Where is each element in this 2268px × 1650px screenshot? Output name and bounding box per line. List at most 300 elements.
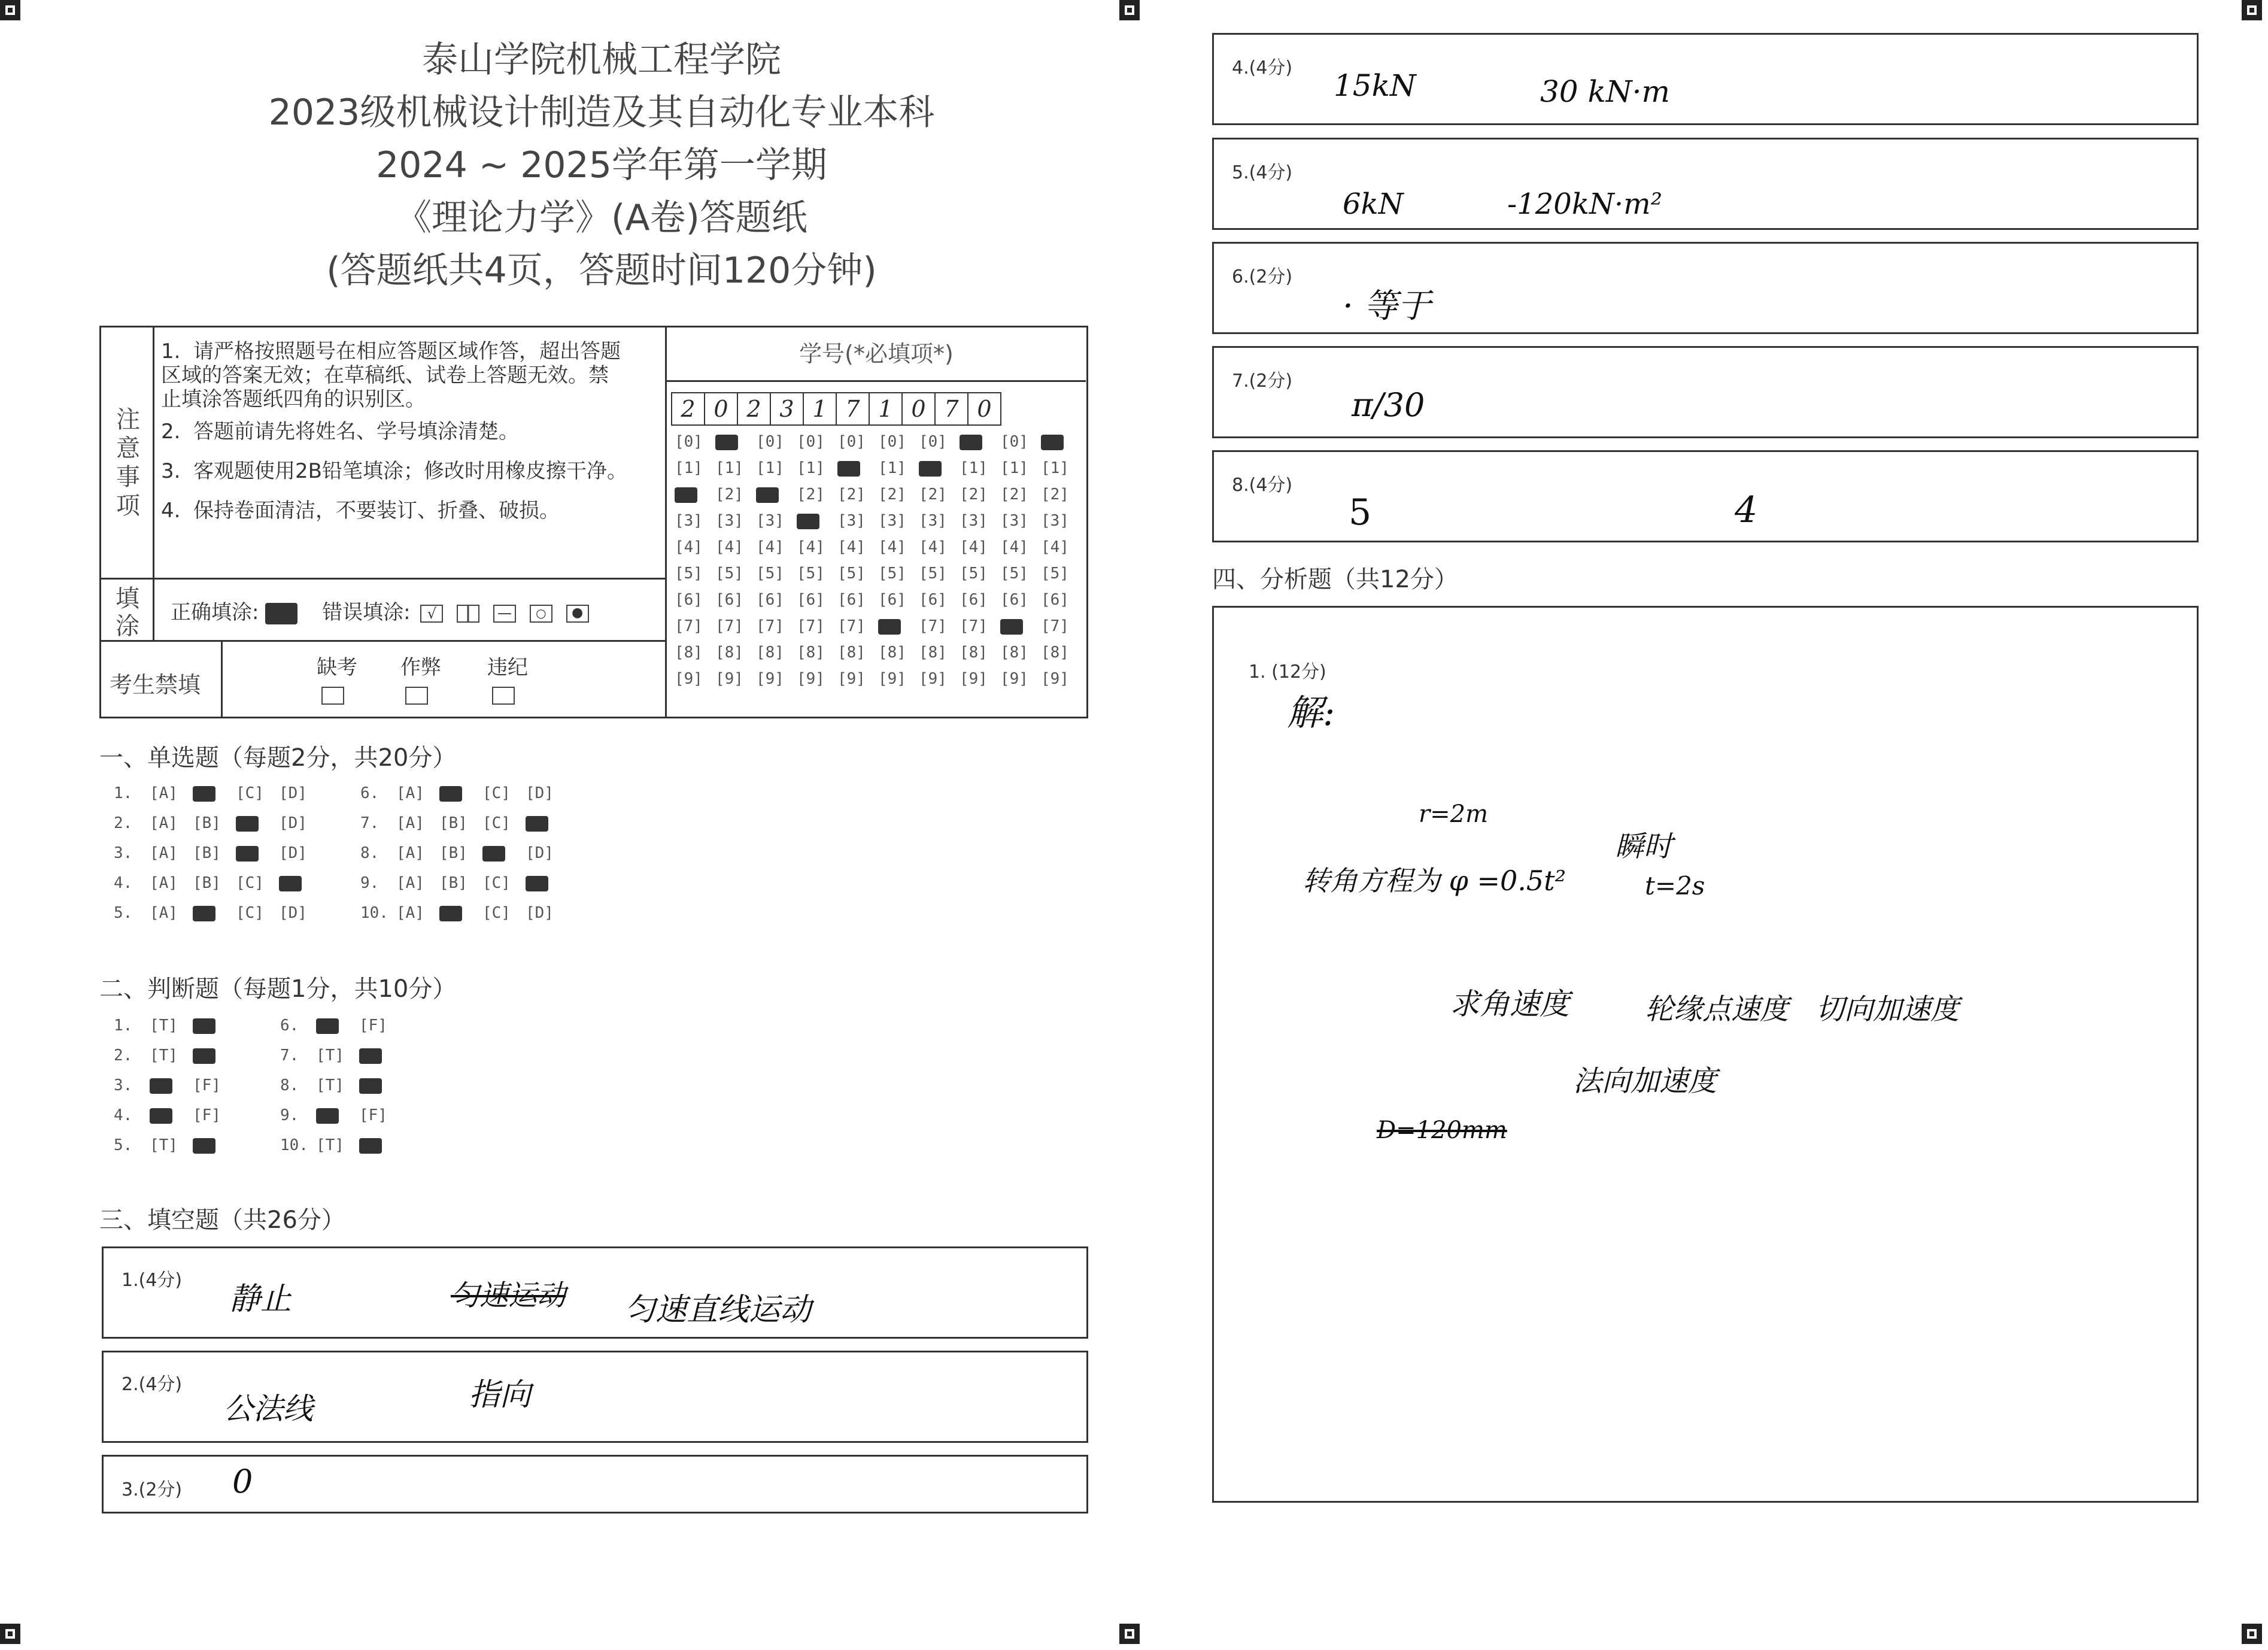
single-choice-option[interactable]: [A]: [396, 784, 424, 802]
single-choice-option[interactable]: [C]: [482, 874, 511, 892]
single-choice-option[interactable]: [C]: [482, 784, 511, 802]
single-choice-item: [360, 874, 569, 892]
true-false-item: [114, 1076, 236, 1094]
student-id-bubble[interactable]: [0]: [797, 433, 825, 451]
true-false-option[interactable]: [T]: [150, 1136, 178, 1154]
single-choice-item: [114, 844, 322, 862]
student-id-bubble[interactable]: [6]: [797, 591, 825, 609]
student-id-bubble-row: [675, 459, 1082, 486]
single-choice-option[interactable]: [C]: [236, 784, 264, 802]
true-false-option[interactable]: [T]: [316, 1047, 344, 1064]
single-choice-option[interactable]: [D]: [526, 784, 554, 802]
student-id-bubble[interactable]: [8]: [837, 644, 866, 662]
student-id-bubble[interactable]: [2]: [837, 486, 866, 504]
true-false-option-filled[interactable]: [316, 1017, 359, 1035]
student-id-bubble[interactable]: [8]: [878, 644, 906, 662]
student-id-digit: 3: [771, 393, 804, 424]
student-id-bubble-row: [675, 617, 1082, 644]
single-choice-option[interactable]: [B]: [439, 874, 467, 892]
true-false-option[interactable]: [F]: [193, 1076, 221, 1094]
corner-marker-top-right: [2242, 0, 2262, 20]
student-id-bubble[interactable]: [6]: [1000, 591, 1028, 609]
q8-answer-1: 5: [1349, 492, 1372, 533]
student-id-bubble[interactable]: [5]: [837, 565, 866, 583]
student-id-bubble[interactable]: [7]: [1041, 617, 1069, 635]
student-id-bubble[interactable]: [9]: [1000, 670, 1028, 688]
student-id-bubble[interactable]: [0]: [837, 433, 866, 451]
student-id-bubble[interactable]: [1]: [1000, 459, 1028, 477]
fill-blank-q2-box[interactable]: [102, 1351, 1088, 1443]
q2-answer-1: 公法线: [223, 1391, 313, 1426]
sheet-header: [102, 34, 1101, 297]
student-id-bubble[interactable]: [5]: [675, 565, 703, 583]
true-false-number: 4.: [114, 1106, 133, 1124]
student-id-bubble[interactable]: [0]: [1000, 433, 1028, 451]
student-id-bubble[interactable]: [6]: [960, 591, 988, 609]
student-id-bubble-row: [675, 486, 1082, 512]
true-false-option[interactable]: [T]: [316, 1136, 344, 1154]
student-id-bubble-filled[interactable]: [919, 459, 960, 477]
analysis-solve: 解:: [1287, 692, 1335, 734]
single-choice-option[interactable]: [C]: [236, 904, 264, 922]
student-id-bubble[interactable]: [6]: [756, 591, 784, 609]
single-choice-option-filled[interactable]: [193, 904, 236, 922]
single-choice-option-filled[interactable]: [526, 874, 569, 892]
examinee-label: 考生禁填: [110, 672, 201, 698]
student-id-bubble[interactable]: [6]: [878, 591, 906, 609]
single-choice-item: [114, 904, 322, 922]
student-id-bubble[interactable]: [6]: [919, 591, 947, 609]
section-1-title: 一、单选题（每题2分，共20分）: [99, 744, 457, 772]
student-id-bubble[interactable]: [0]: [878, 433, 906, 451]
fill-blank-q5-box[interactable]: [1212, 138, 2199, 230]
student-id-bubble[interactable]: [8]: [960, 644, 988, 662]
single-choice-option[interactable]: [B]: [439, 814, 467, 832]
corner-marker-bottom-right: [2242, 1624, 2262, 1644]
wrong-fill-check-icon: √: [420, 605, 443, 623]
student-id-bubble[interactable]: [7]: [919, 617, 947, 635]
student-id-bubble[interactable]: [4]: [1041, 538, 1069, 556]
analysis-radius: r=2m: [1419, 800, 1489, 828]
student-id-bubble-filled[interactable]: [837, 459, 878, 477]
true-false-number: 7.: [280, 1047, 299, 1064]
q2-answer-2: 指向: [469, 1377, 532, 1413]
header-line-school: 泰山学院机械工程学院: [422, 39, 781, 81]
true-false-option-filled[interactable]: [316, 1106, 359, 1124]
student-id-bubble[interactable]: [4]: [1000, 538, 1028, 556]
single-choice-option-filled[interactable]: [439, 904, 482, 922]
true-false-grid: [114, 1017, 533, 1166]
student-id-bubble-filled[interactable]: [1000, 617, 1041, 635]
student-id-bubble[interactable]: [3]: [960, 512, 988, 530]
student-id-bubble[interactable]: [0]: [919, 433, 947, 451]
student-id-bubble[interactable]: [4]: [797, 538, 825, 556]
wrong-fill-dash-icon: —: [493, 605, 516, 623]
single-choice-number: 1.: [114, 784, 133, 802]
student-id-bubble[interactable]: [9]: [1041, 670, 1069, 688]
single-choice-option-filled[interactable]: [236, 814, 279, 832]
absent-checkbox[interactable]: [321, 687, 344, 705]
student-id-bubble[interactable]: [2]: [878, 486, 906, 504]
student-id-bubble[interactable]: [5]: [919, 565, 947, 583]
true-false-option-filled[interactable]: [359, 1136, 402, 1154]
student-id-bubble-filled[interactable]: [797, 512, 837, 530]
student-id-bubble[interactable]: [5]: [1041, 565, 1069, 583]
student-id-bubble[interactable]: [9]: [960, 670, 988, 688]
true-false-number: 1.: [114, 1017, 133, 1035]
true-false-option-filled[interactable]: [150, 1106, 193, 1124]
notice-item-2: 2. 答题前请先将姓名、学号填涂清楚。: [161, 420, 520, 444]
student-id-bubble-row: [675, 433, 1082, 459]
student-id-bubble[interactable]: [0]: [756, 433, 784, 451]
student-id-bubble[interactable]: [9]: [756, 670, 784, 688]
student-id-bubble-filled[interactable]: [1041, 433, 1082, 451]
single-choice-option[interactable]: [A]: [396, 874, 424, 892]
student-id-bubble[interactable]: [5]: [960, 565, 988, 583]
single-choice-option[interactable]: [B]: [193, 814, 221, 832]
fill-blank-q1-box[interactable]: [102, 1246, 1088, 1339]
student-id-bubble[interactable]: [1]: [1041, 459, 1069, 477]
student-id-bubble[interactable]: [8]: [756, 644, 784, 662]
info-panel: [99, 326, 1088, 718]
q5-answer-1: 6kN: [1343, 187, 1404, 221]
q5-label: 5.(4分): [1232, 162, 1293, 183]
single-choice-option[interactable]: [A]: [396, 814, 424, 832]
single-choice-option-filled[interactable]: [439, 784, 482, 802]
student-id-bubble[interactable]: [7]: [797, 617, 825, 635]
fill-blank-q3-box[interactable]: [102, 1455, 1088, 1513]
fill-blank-q7-box[interactable]: [1212, 346, 2199, 438]
notice-item-3: 3. 客观题使用2B铅笔填涂；修改时用橡皮擦干净。: [161, 459, 628, 483]
student-id-bubble[interactable]: [4]: [919, 538, 947, 556]
student-id-bubble-row: [675, 670, 1082, 696]
true-false-option[interactable]: [T]: [150, 1017, 178, 1035]
student-id-bubble[interactable]: [9]: [675, 670, 703, 688]
true-false-item: [280, 1017, 402, 1035]
true-false-option[interactable]: [T]: [150, 1047, 178, 1064]
student-id-bubble[interactable]: [0]: [675, 433, 703, 451]
cheat-checkbox[interactable]: [405, 687, 428, 705]
student-id-label: 学号(*必填项*): [667, 327, 1086, 382]
true-false-item: [114, 1047, 236, 1064]
student-id-bubble[interactable]: [5]: [878, 565, 906, 583]
student-id-digit: 1: [804, 393, 837, 424]
student-id-bubble[interactable]: [3]: [756, 512, 784, 530]
student-id-bubble[interactable]: [4]: [675, 538, 703, 556]
single-choice-grid: [114, 784, 593, 934]
student-id-bubble[interactable]: [2]: [797, 486, 825, 504]
single-choice-number: 4.: [114, 874, 133, 892]
student-id-bubble-filled[interactable]: [715, 433, 756, 451]
true-false-option[interactable]: [T]: [316, 1076, 344, 1094]
student-id-bubble-row: [675, 512, 1082, 538]
q2-label: 2.(4分): [122, 1374, 183, 1395]
q4-answer-2: 30 kN·m: [1540, 74, 1670, 109]
q4-answer-1: 15kN: [1334, 68, 1416, 103]
true-false-option[interactable]: [F]: [193, 1106, 221, 1124]
student-id-bubble-filled[interactable]: [756, 486, 797, 504]
student-id-bubble-filled[interactable]: [878, 617, 919, 635]
cheat-label: 作弊: [400, 656, 441, 680]
single-choice-option[interactable]: [A]: [150, 874, 178, 892]
single-choice-option-filled[interactable]: [279, 874, 322, 892]
single-choice-item: [114, 814, 322, 832]
corner-marker-bottom-left: [0, 1624, 20, 1644]
single-choice-option[interactable]: [C]: [236, 874, 264, 892]
single-choice-option[interactable]: [A]: [150, 814, 178, 832]
header-line-major: 2023级机械设计制造及其自动化专业本科: [268, 92, 935, 134]
true-false-option-filled[interactable]: [193, 1017, 236, 1035]
violation-checkbox[interactable]: [492, 687, 515, 705]
single-choice-option[interactable]: [D]: [279, 814, 307, 832]
notice-item-1: 1. 请严格按照题号在相应答题区域作答，超出答题区域的答案无效；在草稿纸、试卷上答题无效。禁止填涂答题纸四角的识别区。: [161, 339, 621, 411]
correct-fill-label: 正确填涂:: [171, 600, 259, 624]
q7-label: 7.(2分): [1232, 371, 1293, 392]
notice-label: 注意事项: [116, 406, 140, 520]
student-id-digit: 7: [837, 393, 870, 424]
single-choice-item: [360, 814, 569, 832]
correct-fill-example: [265, 603, 297, 624]
true-false-number: 8.: [280, 1076, 299, 1094]
q1-answer-2-crossed: 匀速运动: [451, 1279, 566, 1312]
single-choice-option-filled[interactable]: [526, 814, 569, 832]
corner-marker-bottom-middle: [1119, 1624, 1140, 1644]
student-id-bubble-row: [675, 538, 1082, 565]
true-false-number: 9.: [280, 1106, 299, 1124]
single-choice-item: [114, 874, 322, 892]
absent-label: 缺考: [317, 656, 357, 680]
single-choice-option[interactable]: [A]: [150, 784, 178, 802]
single-choice-option[interactable]: [B]: [193, 844, 221, 862]
q1-answer-1: 静止: [229, 1281, 292, 1317]
single-choice-option[interactable]: [D]: [526, 844, 554, 862]
header-line-course: 《理论力学》(A卷)答题纸: [396, 197, 807, 239]
student-id-bubble[interactable]: [1]: [797, 459, 825, 477]
student-id-bubble[interactable]: [1]: [756, 459, 784, 477]
student-id-bubble[interactable]: [3]: [878, 512, 906, 530]
analysis-q1-label: 1. (12分): [1249, 662, 1326, 683]
single-choice-item: [114, 784, 322, 802]
student-id-bubble[interactable]: [3]: [919, 512, 947, 530]
student-id-bubble[interactable]: [7]: [960, 617, 988, 635]
student-id-digits: [671, 392, 1001, 426]
single-choice-number: 7.: [360, 814, 379, 832]
student-id-bubble[interactable]: [7]: [715, 617, 743, 635]
student-id-bubble[interactable]: [9]: [797, 670, 825, 688]
fill-blank-q6-box[interactable]: [1212, 242, 2199, 334]
single-choice-option-filled[interactable]: [482, 844, 526, 862]
section-4-title: 四、分析题（共12分）: [1212, 566, 1458, 593]
q6-answer-1: · 等于: [1343, 287, 1431, 326]
true-false-item: [280, 1106, 402, 1124]
analysis-time: t=2s: [1645, 871, 1705, 900]
single-choice-option[interactable]: [D]: [279, 904, 307, 922]
single-choice-option[interactable]: [A]: [150, 904, 178, 922]
section-3-title: 三、填空题（共26分）: [99, 1206, 345, 1234]
student-id-bubble[interactable]: [4]: [715, 538, 743, 556]
student-id-bubble-filled[interactable]: [960, 433, 1000, 451]
corner-marker-top-left: [0, 0, 20, 20]
single-choice-item: [360, 844, 569, 862]
student-id-bubble[interactable]: [1]: [960, 459, 988, 477]
fill-blank-q8-box[interactable]: [1212, 450, 2199, 542]
single-choice-option[interactable]: [A]: [396, 904, 424, 922]
student-id-bubble[interactable]: [9]: [878, 670, 906, 688]
student-id-bubble-row: [675, 591, 1082, 617]
student-id-bubble[interactable]: [1]: [675, 459, 703, 477]
wrong-fill-dot-icon: ●: [566, 605, 589, 623]
single-choice-option[interactable]: [B]: [439, 844, 467, 862]
student-id-bubble-row: [675, 565, 1082, 591]
student-id-bubble[interactable]: [5]: [797, 565, 825, 583]
true-false-number: 3.: [114, 1076, 133, 1094]
student-id-digit: 1: [870, 393, 903, 424]
header-line-term: 2024 ~ 2025学年第一学期: [376, 144, 827, 186]
single-choice-number: 8.: [360, 844, 379, 862]
student-id-bubble[interactable]: [1]: [715, 459, 743, 477]
student-id-bubble[interactable]: [5]: [715, 565, 743, 583]
student-id-digit: 2: [672, 393, 705, 424]
true-false-option-filled[interactable]: [359, 1047, 402, 1064]
student-id-bubble[interactable]: [4]: [756, 538, 784, 556]
student-id-bubble[interactable]: [8]: [1041, 644, 1069, 662]
q8-label: 8.(4分): [1232, 475, 1293, 496]
true-false-option-filled[interactable]: [359, 1076, 402, 1094]
single-choice-number: 6.: [360, 784, 379, 802]
single-choice-option-filled[interactable]: [193, 784, 236, 802]
true-false-item: [114, 1136, 236, 1154]
analysis-crossed-diameter: D=120mm: [1377, 1117, 1507, 1144]
true-false-option-filled[interactable]: [193, 1047, 236, 1064]
true-false-number: 5.: [114, 1136, 133, 1154]
student-id-bubble-grid: [675, 433, 1082, 696]
student-id-digit: 2: [738, 393, 771, 424]
student-id-bubble[interactable]: [6]: [675, 591, 703, 609]
student-id-bubble[interactable]: [5]: [1000, 565, 1028, 583]
student-id-bubble[interactable]: [8]: [797, 644, 825, 662]
student-id-bubble[interactable]: [3]: [1000, 512, 1028, 530]
student-id-bubble[interactable]: [9]: [919, 670, 947, 688]
student-id-digit: 0: [903, 393, 936, 424]
fill-blank-q4-box[interactable]: [1212, 33, 2199, 125]
true-false-option-filled[interactable]: [193, 1136, 236, 1154]
student-id-bubble[interactable]: [4]: [960, 538, 988, 556]
fill-label: 填涂: [116, 585, 139, 640]
student-id-bubble[interactable]: [8]: [715, 644, 743, 662]
single-choice-option[interactable]: [A]: [396, 844, 424, 862]
wrong-fill-bar-icon: [457, 605, 479, 623]
q3-answer-1: 0: [232, 1463, 253, 1500]
student-id-digit: 0: [968, 393, 1001, 424]
single-choice-option[interactable]: [C]: [482, 814, 511, 832]
single-choice-option[interactable]: [D]: [279, 844, 307, 862]
student-id-bubble[interactable]: [2]: [1041, 486, 1069, 504]
analysis-tangential-acceleration: 切向加速度: [1815, 993, 1960, 1026]
student-id-bubble[interactable]: [2]: [960, 486, 988, 504]
student-id-bubble[interactable]: [8]: [919, 644, 947, 662]
true-false-option[interactable]: [F]: [359, 1017, 387, 1035]
true-false-item: [114, 1017, 236, 1035]
student-id-bubble[interactable]: [4]: [837, 538, 866, 556]
true-false-option[interactable]: [F]: [359, 1106, 387, 1124]
corner-marker-top-middle: [1119, 0, 1140, 20]
violation-label: 违纪: [487, 656, 528, 680]
single-choice-option[interactable]: [B]: [193, 874, 221, 892]
analysis-normal-acceleration: 法向加速度: [1573, 1064, 1717, 1098]
student-id-digit: 7: [936, 393, 968, 424]
true-false-option-filled[interactable]: [150, 1076, 193, 1094]
q5-answer-2: -120kN·m²: [1507, 187, 1662, 221]
student-id-bubble[interactable]: [7]: [675, 617, 703, 635]
q1-answer-3: 匀速直线运动: [624, 1292, 812, 1328]
wrong-fill-label: 错误填涂:: [322, 600, 411, 624]
student-id-digit: 0: [705, 393, 738, 424]
header-line-note: (答题纸共4页，答题时间120分钟): [326, 250, 877, 292]
student-id-bubble[interactable]: [1]: [878, 459, 906, 477]
single-choice-option[interactable]: [D]: [279, 784, 307, 802]
student-id-bubble[interactable]: [7]: [756, 617, 784, 635]
student-id-bubble[interactable]: [3]: [1041, 512, 1069, 530]
student-id-bubble[interactable]: [7]: [837, 617, 866, 635]
analysis-instant: 瞬时: [1615, 830, 1673, 863]
single-choice-option[interactable]: [D]: [526, 904, 554, 922]
student-id-bubble[interactable]: [9]: [715, 670, 743, 688]
student-id-bubble[interactable]: [2]: [715, 486, 743, 504]
q3-label: 3.(2分): [122, 1479, 183, 1500]
fill-example-row: [171, 596, 593, 625]
wrong-fill-circle-icon: ○: [530, 605, 552, 623]
true-false-number: 6.: [280, 1017, 299, 1035]
notice-list: [161, 339, 628, 523]
student-id-bubble[interactable]: [3]: [675, 512, 703, 530]
student-id-bubble[interactable]: [8]: [1000, 644, 1028, 662]
student-id-bubble[interactable]: [6]: [837, 591, 866, 609]
student-id-bubble[interactable]: [5]: [756, 565, 784, 583]
single-choice-option[interactable]: [A]: [150, 844, 178, 862]
true-false-number: 10.: [280, 1136, 308, 1154]
single-choice-item: [360, 904, 569, 922]
true-false-item: [280, 1136, 402, 1154]
analysis-ask-angular-velocity: 求角速度: [1450, 987, 1569, 1021]
single-choice-number: 5.: [114, 904, 133, 922]
student-id-bubble[interactable]: [9]: [837, 670, 866, 688]
student-id-bubble-filled[interactable]: [675, 486, 715, 504]
student-id-bubble[interactable]: [6]: [715, 591, 743, 609]
section-2-title: 二、判断题（每题1分，共10分）: [99, 975, 457, 1003]
analysis-angle-equation: 转角方程为 φ =0.5t²: [1302, 865, 1566, 897]
analysis-q1-box[interactable]: [1212, 606, 2199, 1503]
true-false-item: [280, 1047, 402, 1064]
student-id-bubble[interactable]: [2]: [919, 486, 947, 504]
single-choice-number: 10.: [360, 904, 388, 922]
single-choice-option-filled[interactable]: [236, 844, 279, 862]
q4-label: 4.(4分): [1232, 57, 1293, 78]
q8-answer-2: 4: [1735, 489, 1758, 531]
student-id-bubble[interactable]: [3]: [715, 512, 743, 530]
true-false-number: 2.: [114, 1047, 133, 1064]
single-choice-item: [360, 784, 569, 802]
student-id-bubble[interactable]: [4]: [878, 538, 906, 556]
single-choice-number: 9.: [360, 874, 379, 892]
student-id-bubble[interactable]: [6]: [1041, 591, 1069, 609]
single-choice-option[interactable]: [C]: [482, 904, 511, 922]
student-id-bubble-row: [675, 644, 1082, 670]
q7-answer-1: π/30: [1352, 386, 1425, 424]
student-id-bubble[interactable]: [3]: [837, 512, 866, 530]
student-id-bubble[interactable]: [8]: [675, 644, 703, 662]
true-false-item: [280, 1076, 402, 1094]
student-id-bubble[interactable]: [2]: [1000, 486, 1028, 504]
